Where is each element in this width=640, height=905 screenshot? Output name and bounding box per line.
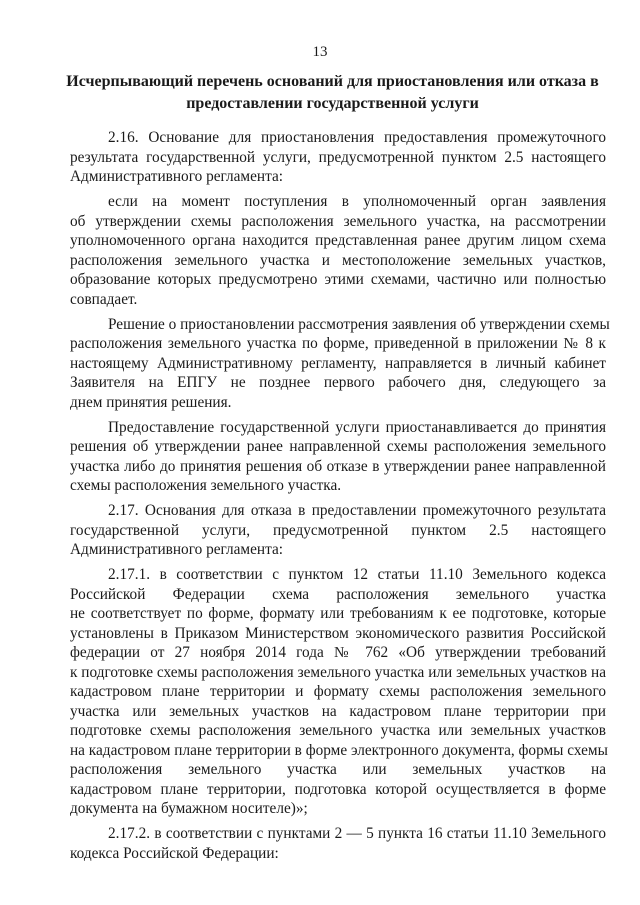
- paragraph-line: решения об утверждении ранее направленной схемы расположения земельного: [70, 438, 606, 455]
- paragraph-line: не соответствует по форме, формату или требованиям к ее подготовке, которые: [70, 605, 606, 622]
- paragraph-line: 2.17.1. в соответствии с пунктом 12 статьи 11.10 Земельного кодекса: [108, 566, 606, 583]
- paragraph-line: 2.17.2. в соответствии с пунктами 2 — 5 пункта 16 статьи 11.10 Земельного: [108, 825, 606, 842]
- paragraph-line: участка или земельных участков на кадастровом плане территории при: [70, 702, 606, 720]
- paragraph-line: к подготовке схемы расположения земельного участка или земельных участков на: [70, 663, 606, 681]
- paragraph-line: об утверждении схемы расположения земельного участка, на рассмотрении: [70, 212, 606, 230]
- paragraph-line: совпадает.: [70, 290, 138, 308]
- paragraph-line: государственной услуги, предусмотренной пунктом 2.5 настоящего: [70, 521, 606, 539]
- paragraph-line: расположения земельного участка по форме, приведенной в приложении № 8 к: [70, 335, 606, 352]
- paragraph-line: Заявителя на ЕПГУ не позднее первого рабочего дня, следующего за: [70, 374, 606, 391]
- paragraph-line: расположения земельного участка и местоположение земельных участков,: [70, 251, 606, 269]
- paragraph: [70, 192, 606, 309]
- paragraph-line: Российской Федерации схема расположения земельного участка: [70, 585, 606, 603]
- paragraph-line: если на момент поступления в уполномоченный орган заявления: [108, 193, 606, 210]
- paragraph-line: схемы расположения земельного участка.: [70, 477, 342, 494]
- paragraph-line: уполномоченного органа находится представленная ранее другим лицом схема: [70, 232, 606, 249]
- paragraph-line: кадастровом плане территории, подготовка которой осуществляется в форме: [70, 780, 606, 798]
- paragraph: [70, 418, 606, 496]
- paragraph-line: кадастровом плане территории и формату схемы расположения земельного: [70, 683, 606, 700]
- paragraph: [70, 501, 606, 560]
- paragraph-line: участка либо до принятия решения об отказе в утверждении ранее направленной: [70, 457, 606, 475]
- paragraph-line: 2.16. Основание для приостановления предоставления промежуточного: [108, 129, 606, 146]
- heading-line: Исчерпывающий перечень оснований для приостановления или отказа в: [66, 73, 599, 90]
- paragraph-line: 2.17. Основания для отказа в предоставлении промежуточного результата: [108, 502, 606, 519]
- heading-line: предоставлении государственной услуги: [186, 95, 479, 112]
- paragraph-line: федерации от 27 ноября 2014 года № 762 «Об утверждении требований: [70, 644, 606, 661]
- paragraph-line: документа на бумажном носителе)»;: [70, 800, 308, 817]
- paragraph-line: Решение о приостановлении рассмотрения заявления об утверждении схемы: [108, 315, 610, 333]
- paragraph-line: Административного регламента:: [70, 168, 283, 185]
- paragraph-line: результата государственной услуги, предусмотренной пунктом 2.5 настоящего: [70, 148, 606, 166]
- paragraph-line: на кадастровом плане территории в форме электронного документа, формы схемы: [70, 741, 608, 759]
- paragraph-line: настоящему Административному регламенту, направляется в личный кабинет: [70, 354, 606, 372]
- paragraph-line: кодекса Российской Федерации:: [70, 844, 279, 862]
- paragraph: [70, 565, 606, 819]
- page-number: 13: [312, 44, 328, 60]
- paragraph-line: Предоставление государственной услуги приостанавливается до принятия: [108, 418, 606, 436]
- paragraph-line: днем принятия решения.: [70, 393, 232, 411]
- paragraph: [70, 128, 606, 187]
- paragraph-line: Административного регламента:: [70, 541, 283, 558]
- paragraph-line: расположения земельного участка или земельных участков на: [70, 761, 606, 778]
- section-heading: [60, 71, 605, 115]
- paragraph-line: подготовке схемы расположения земельного участка или земельных участков: [70, 722, 606, 739]
- paragraph: [70, 824, 606, 863]
- paragraph: [70, 315, 610, 413]
- paragraph-line: образование которых предусмотрено этими схемами, частично или полностью: [70, 271, 606, 288]
- document-body: [70, 128, 610, 869]
- paragraph-line: установлены в Приказом Министерством экономического развития Российской: [70, 624, 606, 642]
